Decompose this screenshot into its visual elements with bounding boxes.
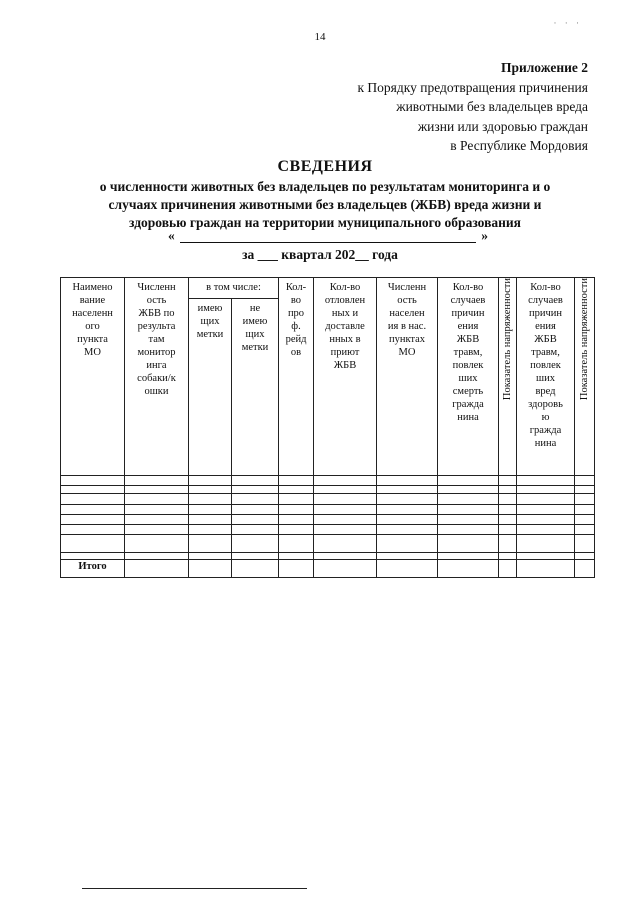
- heading-line: случаях причинения животными без владельцев (ЖБВ) вреда жизни и: [108, 197, 542, 212]
- table-cell[interactable]: [61, 476, 125, 486]
- appendix-line: к Порядку предотвращения причинения: [357, 79, 588, 95]
- table-cell[interactable]: [279, 553, 314, 560]
- table-cell[interactable]: [517, 535, 575, 553]
- table-cell[interactable]: [377, 515, 438, 525]
- table-cell[interactable]: [279, 525, 314, 535]
- header-line: смерть: [452, 386, 484, 397]
- table-cell[interactable]: [377, 505, 438, 515]
- table-cell[interactable]: [499, 525, 517, 535]
- table-cell[interactable]: [438, 494, 499, 505]
- table-cell[interactable]: [125, 560, 189, 578]
- table-cell[interactable]: [279, 560, 314, 578]
- table-cell[interactable]: [575, 476, 595, 486]
- table-cell[interactable]: [575, 535, 595, 553]
- header-line: метки: [196, 329, 224, 340]
- table-cell[interactable]: [61, 494, 125, 505]
- header-line: монитор: [137, 347, 176, 358]
- table-cell[interactable]: [377, 553, 438, 560]
- table-cell[interactable]: [438, 535, 499, 553]
- table-cell[interactable]: [314, 525, 377, 535]
- header-line: не: [249, 303, 261, 314]
- table-cell[interactable]: [314, 515, 377, 525]
- header-line: собаки/к: [137, 373, 176, 384]
- header-untagged: [232, 299, 279, 476]
- header-line: ов: [290, 347, 302, 358]
- header-line: пунктах: [388, 334, 426, 345]
- header-line: повлек: [452, 360, 484, 371]
- table-cell[interactable]: [232, 553, 279, 560]
- table-cell[interactable]: [232, 525, 279, 535]
- header-line: гражда: [452, 399, 484, 410]
- table-cell[interactable]: [232, 494, 279, 505]
- table-cell[interactable]: [279, 476, 314, 486]
- table-cell[interactable]: [377, 486, 438, 494]
- header-including: в том числе:: [189, 278, 279, 299]
- header-line: Кол-: [285, 282, 307, 293]
- table-cell[interactable]: [232, 505, 279, 515]
- header-line: вред: [535, 386, 556, 397]
- header-line: ЖБВ: [333, 360, 357, 371]
- table-cell[interactable]: [314, 486, 377, 494]
- table-cell[interactable]: [125, 525, 189, 535]
- table-cell[interactable]: [438, 553, 499, 560]
- header-line: имею: [242, 316, 268, 327]
- header-line: ю: [541, 412, 550, 423]
- table-cell[interactable]: [125, 476, 189, 486]
- table-cell[interactable]: [125, 535, 189, 553]
- table-cell[interactable]: [61, 515, 125, 525]
- header-death-cases: [438, 278, 499, 476]
- table-cell[interactable]: [499, 560, 517, 578]
- table-cell[interactable]: [499, 476, 517, 486]
- header-settlement: [61, 278, 125, 476]
- table-cell[interactable]: [517, 476, 575, 486]
- table-cell[interactable]: [279, 494, 314, 505]
- document-title: СВЕДЕНИЯ: [277, 158, 373, 175]
- header-line: пункта: [77, 334, 108, 345]
- table-cell[interactable]: [575, 486, 595, 494]
- table-cell[interactable]: [377, 535, 438, 553]
- header-line: ого: [85, 321, 100, 332]
- header-line: там: [148, 334, 165, 345]
- table-cell[interactable]: [517, 505, 575, 515]
- table-cell[interactable]: [499, 553, 517, 560]
- header-line: щих: [200, 316, 220, 327]
- table-cell[interactable]: [438, 486, 499, 494]
- header-line: населен: [389, 308, 425, 319]
- reporting-period: за ___ квартал 202__ года: [242, 247, 398, 262]
- header-line: ших: [458, 373, 478, 384]
- table-cell[interactable]: [314, 505, 377, 515]
- table-cell[interactable]: [575, 560, 595, 578]
- table-cell[interactable]: [438, 476, 499, 486]
- table-cell[interactable]: [189, 515, 232, 525]
- table-cell[interactable]: [279, 515, 314, 525]
- quote-open: «: [168, 228, 175, 243]
- header-line: рейд: [285, 334, 307, 345]
- quote-close: »: [481, 228, 488, 243]
- table-cell[interactable]: [61, 486, 125, 494]
- table-cell[interactable]: [575, 515, 595, 525]
- header-line: ость: [146, 295, 167, 306]
- header-tension-index-1: Показатель напряженности: [499, 278, 517, 476]
- header-line: причин: [451, 308, 485, 319]
- header-tagged: [189, 299, 232, 476]
- table-cell[interactable]: [232, 515, 279, 525]
- table-row: [61, 525, 595, 535]
- header-line: Численн: [137, 282, 176, 293]
- header-line: имею: [197, 303, 223, 314]
- header-line: Кол-во: [329, 282, 361, 293]
- corner-mark: · · ·: [553, 18, 582, 28]
- header-line: нных в: [329, 334, 361, 345]
- table-cell[interactable]: [189, 486, 232, 494]
- table-cell[interactable]: [125, 505, 189, 515]
- header-line: ших: [536, 373, 555, 384]
- table-cell[interactable]: [125, 553, 189, 560]
- header-line: отловлен: [324, 295, 366, 306]
- table-cell[interactable]: [438, 505, 499, 515]
- table-cell[interactable]: [438, 525, 499, 535]
- header-line: Численн: [387, 282, 427, 293]
- table-cell[interactable]: [499, 515, 517, 525]
- header-line: во: [290, 295, 302, 306]
- page-number: 14: [314, 31, 326, 43]
- header-harm-cases: [517, 278, 575, 476]
- table-cell[interactable]: [125, 486, 189, 494]
- table-cell[interactable]: [125, 515, 189, 525]
- header-line: здоровь: [528, 399, 563, 410]
- table-cell[interactable]: [189, 505, 232, 515]
- header-line: Кол-во: [530, 282, 561, 293]
- table-row: [61, 476, 595, 486]
- table-row: [61, 553, 595, 560]
- table-cell[interactable]: [314, 560, 377, 578]
- header-line: ф.: [291, 321, 301, 332]
- table-cell[interactable]: [61, 505, 125, 515]
- table-cell[interactable]: [125, 494, 189, 505]
- table-cell[interactable]: [377, 494, 438, 505]
- table-cell[interactable]: [499, 535, 517, 553]
- appendix-line: в Республике Мордовия: [450, 138, 588, 153]
- table-cell[interactable]: [377, 476, 438, 486]
- table-cell[interactable]: [377, 525, 438, 535]
- table-cell[interactable]: [499, 494, 517, 505]
- header-line: травм,: [453, 347, 483, 358]
- total-label: Итого: [61, 560, 125, 578]
- table-cell[interactable]: [232, 486, 279, 494]
- table-cell[interactable]: [517, 494, 575, 505]
- header-line: про: [287, 308, 305, 319]
- table-cell[interactable]: [232, 535, 279, 553]
- header-line: случаев: [528, 295, 563, 306]
- header-line: инга: [146, 360, 167, 371]
- table-cell[interactable]: [279, 505, 314, 515]
- table-cell[interactable]: [314, 535, 377, 553]
- header-line: ЖБВ: [456, 334, 480, 345]
- total-row: [61, 560, 595, 578]
- header-tension-index-2: Показатель напряженности: [575, 278, 595, 476]
- heading-line: здоровью граждан на территории муниципального образования: [129, 215, 521, 230]
- header-line: МО: [398, 347, 416, 358]
- header-count: [125, 278, 189, 476]
- header-line: гражда: [529, 425, 562, 436]
- header-line: метки: [241, 342, 269, 353]
- table-cell[interactable]: [499, 505, 517, 515]
- appendix-line: животными без владельцев вреда: [396, 99, 588, 114]
- header-line: ЖБВ: [534, 334, 557, 345]
- header-line: Кол-во: [452, 282, 484, 293]
- report-table: [60, 277, 595, 578]
- appendix-line: жизни или здоровью граждан: [417, 118, 588, 134]
- table-cell[interactable]: [517, 515, 575, 525]
- header-line: приют: [330, 347, 360, 358]
- header-line: результа: [137, 321, 176, 332]
- table-cell[interactable]: [232, 476, 279, 486]
- table-cell[interactable]: [189, 494, 232, 505]
- table-row: [61, 505, 595, 515]
- table-cell[interactable]: [314, 476, 377, 486]
- table-cell[interactable]: [575, 553, 595, 560]
- table-cell[interactable]: [189, 525, 232, 535]
- footnote-rule: [82, 888, 307, 889]
- header-line: Наимено: [72, 282, 113, 293]
- header-line: ЖБВ по: [138, 308, 175, 319]
- heading-line: о численности животных без владельцев по результатам мониторинга и о: [99, 179, 551, 194]
- appendix-title: Приложение 2: [500, 60, 588, 75]
- header-line: травм,: [531, 347, 560, 358]
- table-cell[interactable]: [377, 560, 438, 578]
- table-cell[interactable]: [189, 560, 232, 578]
- table-row: [61, 486, 595, 494]
- header-line: ошки: [144, 386, 169, 397]
- header-captured: [314, 278, 377, 476]
- table-cell[interactable]: [438, 560, 499, 578]
- table-cell[interactable]: [314, 553, 377, 560]
- table-row: [61, 515, 595, 525]
- table-cell[interactable]: [314, 494, 377, 505]
- header-line: населенн: [72, 308, 113, 319]
- header-line: повлек: [530, 360, 561, 371]
- header-line: ных и: [331, 308, 359, 319]
- table-cell[interactable]: [575, 505, 595, 515]
- table-cell[interactable]: [575, 525, 595, 535]
- header-line: ения: [457, 321, 479, 332]
- municipality-underline: [180, 242, 476, 243]
- header-population: [377, 278, 438, 476]
- table-cell[interactable]: [279, 535, 314, 553]
- header-line: вание: [79, 295, 106, 306]
- header-line: нина: [457, 412, 479, 423]
- header-line: случаев: [450, 295, 486, 306]
- header-line: нина: [534, 438, 557, 449]
- header-line: ия в нас.: [387, 321, 427, 332]
- header-line: ения: [535, 321, 556, 332]
- header-line: МО: [84, 347, 101, 358]
- table-cell[interactable]: [232, 560, 279, 578]
- appendix-block: [357, 58, 588, 156]
- header-line: причин: [528, 308, 562, 319]
- header-line: доставле: [325, 321, 365, 332]
- header-line: ость: [397, 295, 417, 306]
- table-row: [61, 535, 595, 553]
- table-cell[interactable]: [189, 535, 232, 553]
- table-cell[interactable]: [189, 476, 232, 486]
- table-cell[interactable]: [517, 486, 575, 494]
- table-cell[interactable]: [517, 525, 575, 535]
- table-cell[interactable]: [189, 553, 232, 560]
- table-cell[interactable]: [279, 486, 314, 494]
- table-cell[interactable]: [517, 553, 575, 560]
- header-raids: [279, 278, 314, 476]
- table-row: [61, 494, 595, 505]
- table-cell[interactable]: [61, 535, 125, 553]
- table-cell[interactable]: [575, 494, 595, 505]
- table-cell[interactable]: [499, 486, 517, 494]
- document-heading: [40, 158, 610, 232]
- table-cell[interactable]: [517, 560, 575, 578]
- table-cell[interactable]: [61, 525, 125, 535]
- header-line: щих: [245, 329, 265, 340]
- table-cell[interactable]: [438, 515, 499, 525]
- table-cell[interactable]: [61, 553, 125, 560]
